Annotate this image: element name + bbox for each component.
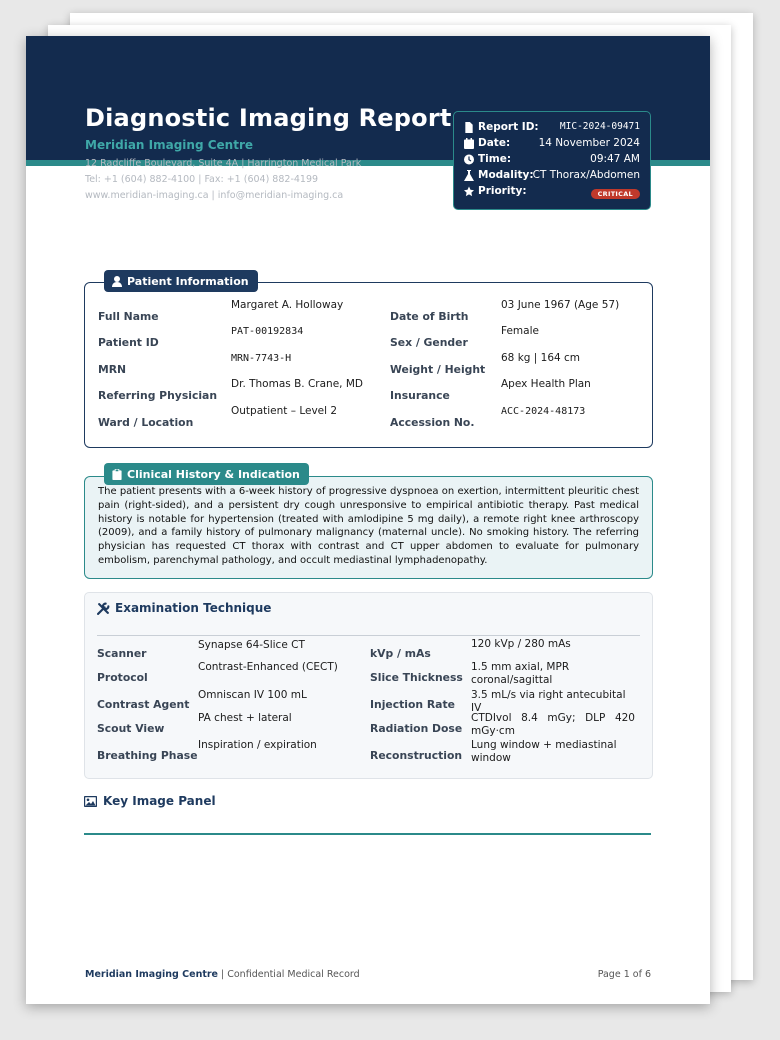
- patient-info-section: [84, 282, 653, 448]
- meta-modality-row: [464, 169, 640, 185]
- patient-id-label: Patient ID: [98, 336, 159, 349]
- reconstruction-label: Reconstruction: [370, 749, 463, 762]
- patient-id-value: PAT-00192834: [231, 326, 304, 337]
- sex-label: Sex / Gender: [390, 336, 468, 349]
- examination-technique-section: [84, 592, 653, 779]
- contrast-agent-label: Contrast Agent: [97, 698, 190, 711]
- radiation-dose-label: Radiation Dose: [370, 722, 463, 735]
- technique-title: Examination Technique: [115, 601, 272, 615]
- scanner-value: Synapse 64-Slice CT: [198, 639, 305, 651]
- page-number: Page 1 of 6: [597, 969, 651, 980]
- breathing-phase-value: Inspiration / expiration: [198, 739, 317, 751]
- meta-date: 14 November 2024: [538, 137, 640, 149]
- mrn-value: MRN-7743-H: [231, 353, 292, 364]
- centre-address: 12 Radcliffe Boulevard, Suite 4A | Harrington Medical Park: [85, 158, 362, 169]
- calendar-icon: [464, 138, 474, 149]
- ward-label: Ward / Location: [98, 416, 194, 429]
- report-page: [26, 36, 710, 1004]
- mrn-label: MRN: [98, 363, 127, 376]
- scanner-label: Scanner: [97, 647, 147, 660]
- flask-icon: [464, 170, 474, 181]
- ward-value: Outpatient – Level 2: [231, 405, 338, 417]
- meta-modality-label: Modality:: [478, 169, 534, 181]
- clinical-history-text: The patient presents with a 6-week history of progressive dyspnoea on exertion, intermittent pleuritic chest pain (right-sided), and a persistent dry cough unresponsive to empirical antibiotic therapy. Past medical history is notable for hypertension (treated with amlodipine 5 mg daily), a remote right knee arthroscopy (2009), and a family history of pulmonary malignancy (maternal uncle). No smoking history. The referring physician has requested CT thorax with contrast and CT upper abdomen to evaluate for pulmonary embolism, parenchymal pathology, and occult mediastinal lymphadenopathy.: [98, 486, 639, 566]
- slice-thickness-value: 1.5 mm axial, MPR coronal/sagittal: [471, 661, 570, 686]
- referring-physician-label: Referring Physician: [98, 389, 218, 402]
- protocol-label: Protocol: [97, 671, 148, 684]
- footer-org: Meridian Imaging Centre: [85, 969, 218, 980]
- dob-label: Date of Birth: [390, 310, 469, 323]
- report-meta-box: [453, 111, 651, 210]
- meta-report-id: MIC-2024-09471: [559, 121, 640, 132]
- meta-time-label: Time:: [478, 153, 512, 165]
- meta-priority-label: Priority:: [478, 185, 527, 197]
- tools-icon: [97, 602, 110, 615]
- insurance-value: Apex Health Plan: [501, 378, 591, 390]
- dob-value: 03 June 1967 (Age 57): [501, 299, 620, 311]
- slice-thickness-label: Slice Thickness: [370, 671, 463, 684]
- footer-note: | Confidential Medical Record: [218, 969, 360, 980]
- reconstruction-value: Lung window + mediastinal window: [471, 739, 617, 764]
- injection-rate-label: Injection Rate: [370, 698, 455, 711]
- patient-info-tab: [104, 270, 258, 292]
- star-icon: [464, 186, 474, 197]
- patient-info-title: Patient Information: [127, 274, 249, 288]
- meta-priority-row: [464, 185, 640, 201]
- weight-height-value: 68 kg | 164 cm: [501, 352, 581, 364]
- meta-report-id-label: Report ID:: [464, 121, 539, 133]
- meta-modality: CT Thorax/Abdomen: [532, 169, 640, 181]
- centre-web: www.meridian-imaging.ca | info@meridian-imaging.ca: [85, 190, 344, 201]
- meta-time: 09:47 AM: [590, 153, 640, 165]
- breathing-phase-label: Breathing Phase: [97, 749, 198, 762]
- clipboard-icon: [112, 469, 122, 480]
- key-image-panel-title: Key Image Panel: [103, 794, 216, 808]
- meta-report-id-row: [464, 121, 640, 137]
- accession-value: ACC-2024-48173: [501, 406, 586, 417]
- key-image-divider: [84, 833, 651, 835]
- priority-badge: CRITICAL: [591, 189, 640, 199]
- insurance-label: Insurance: [390, 389, 450, 402]
- sex-value: Female: [501, 325, 539, 337]
- weight-height-label: Weight / Height: [390, 363, 486, 376]
- meta-time-row: [464, 153, 640, 169]
- clinical-history-section: [84, 476, 653, 579]
- full-name-label: Full Name: [98, 310, 159, 323]
- clock-icon: [464, 154, 474, 165]
- user-icon: [112, 276, 122, 287]
- key-image-panel-header: [84, 794, 216, 808]
- clinical-history-tab: [104, 463, 309, 485]
- document-icon: [464, 122, 474, 133]
- kvp-label: kVp / mAs: [370, 647, 431, 660]
- protocol-value: Contrast-Enhanced (CECT): [198, 661, 338, 673]
- accession-label: Accession No.: [390, 416, 475, 429]
- clinical-history-title: Clinical History & Indication: [127, 467, 300, 481]
- kvp-value: 120 kVp / 280 mAs: [471, 638, 571, 650]
- contrast-agent-value: Omniscan IV 100 mL: [198, 689, 307, 701]
- technique-divider: [97, 635, 640, 636]
- page-footer: [85, 969, 360, 980]
- referring-physician-value: Dr. Thomas B. Crane, MD: [231, 378, 363, 390]
- scout-view-label: Scout View: [97, 722, 165, 735]
- centre-name: Meridian Imaging Centre: [85, 138, 253, 152]
- image-icon: [84, 796, 97, 807]
- technique-header: [97, 601, 271, 615]
- radiation-dose-value: CTDIvol 8.4 mGy; DLP 420 mGy·cm: [471, 712, 635, 737]
- full-name-value: Margaret A. Holloway: [231, 299, 344, 311]
- scout-view-value: PA chest + lateral: [198, 712, 292, 724]
- meta-date-row: [464, 137, 640, 153]
- centre-contact: Tel: +1 (604) 882-4100 | Fax: +1 (604) 882-4199: [85, 174, 319, 185]
- meta-date-label: Date:: [478, 137, 511, 149]
- injection-rate-value: 3.5 mL/s via right antecubital IV: [471, 689, 626, 714]
- report-title: Diagnostic Imaging Report: [85, 104, 452, 132]
